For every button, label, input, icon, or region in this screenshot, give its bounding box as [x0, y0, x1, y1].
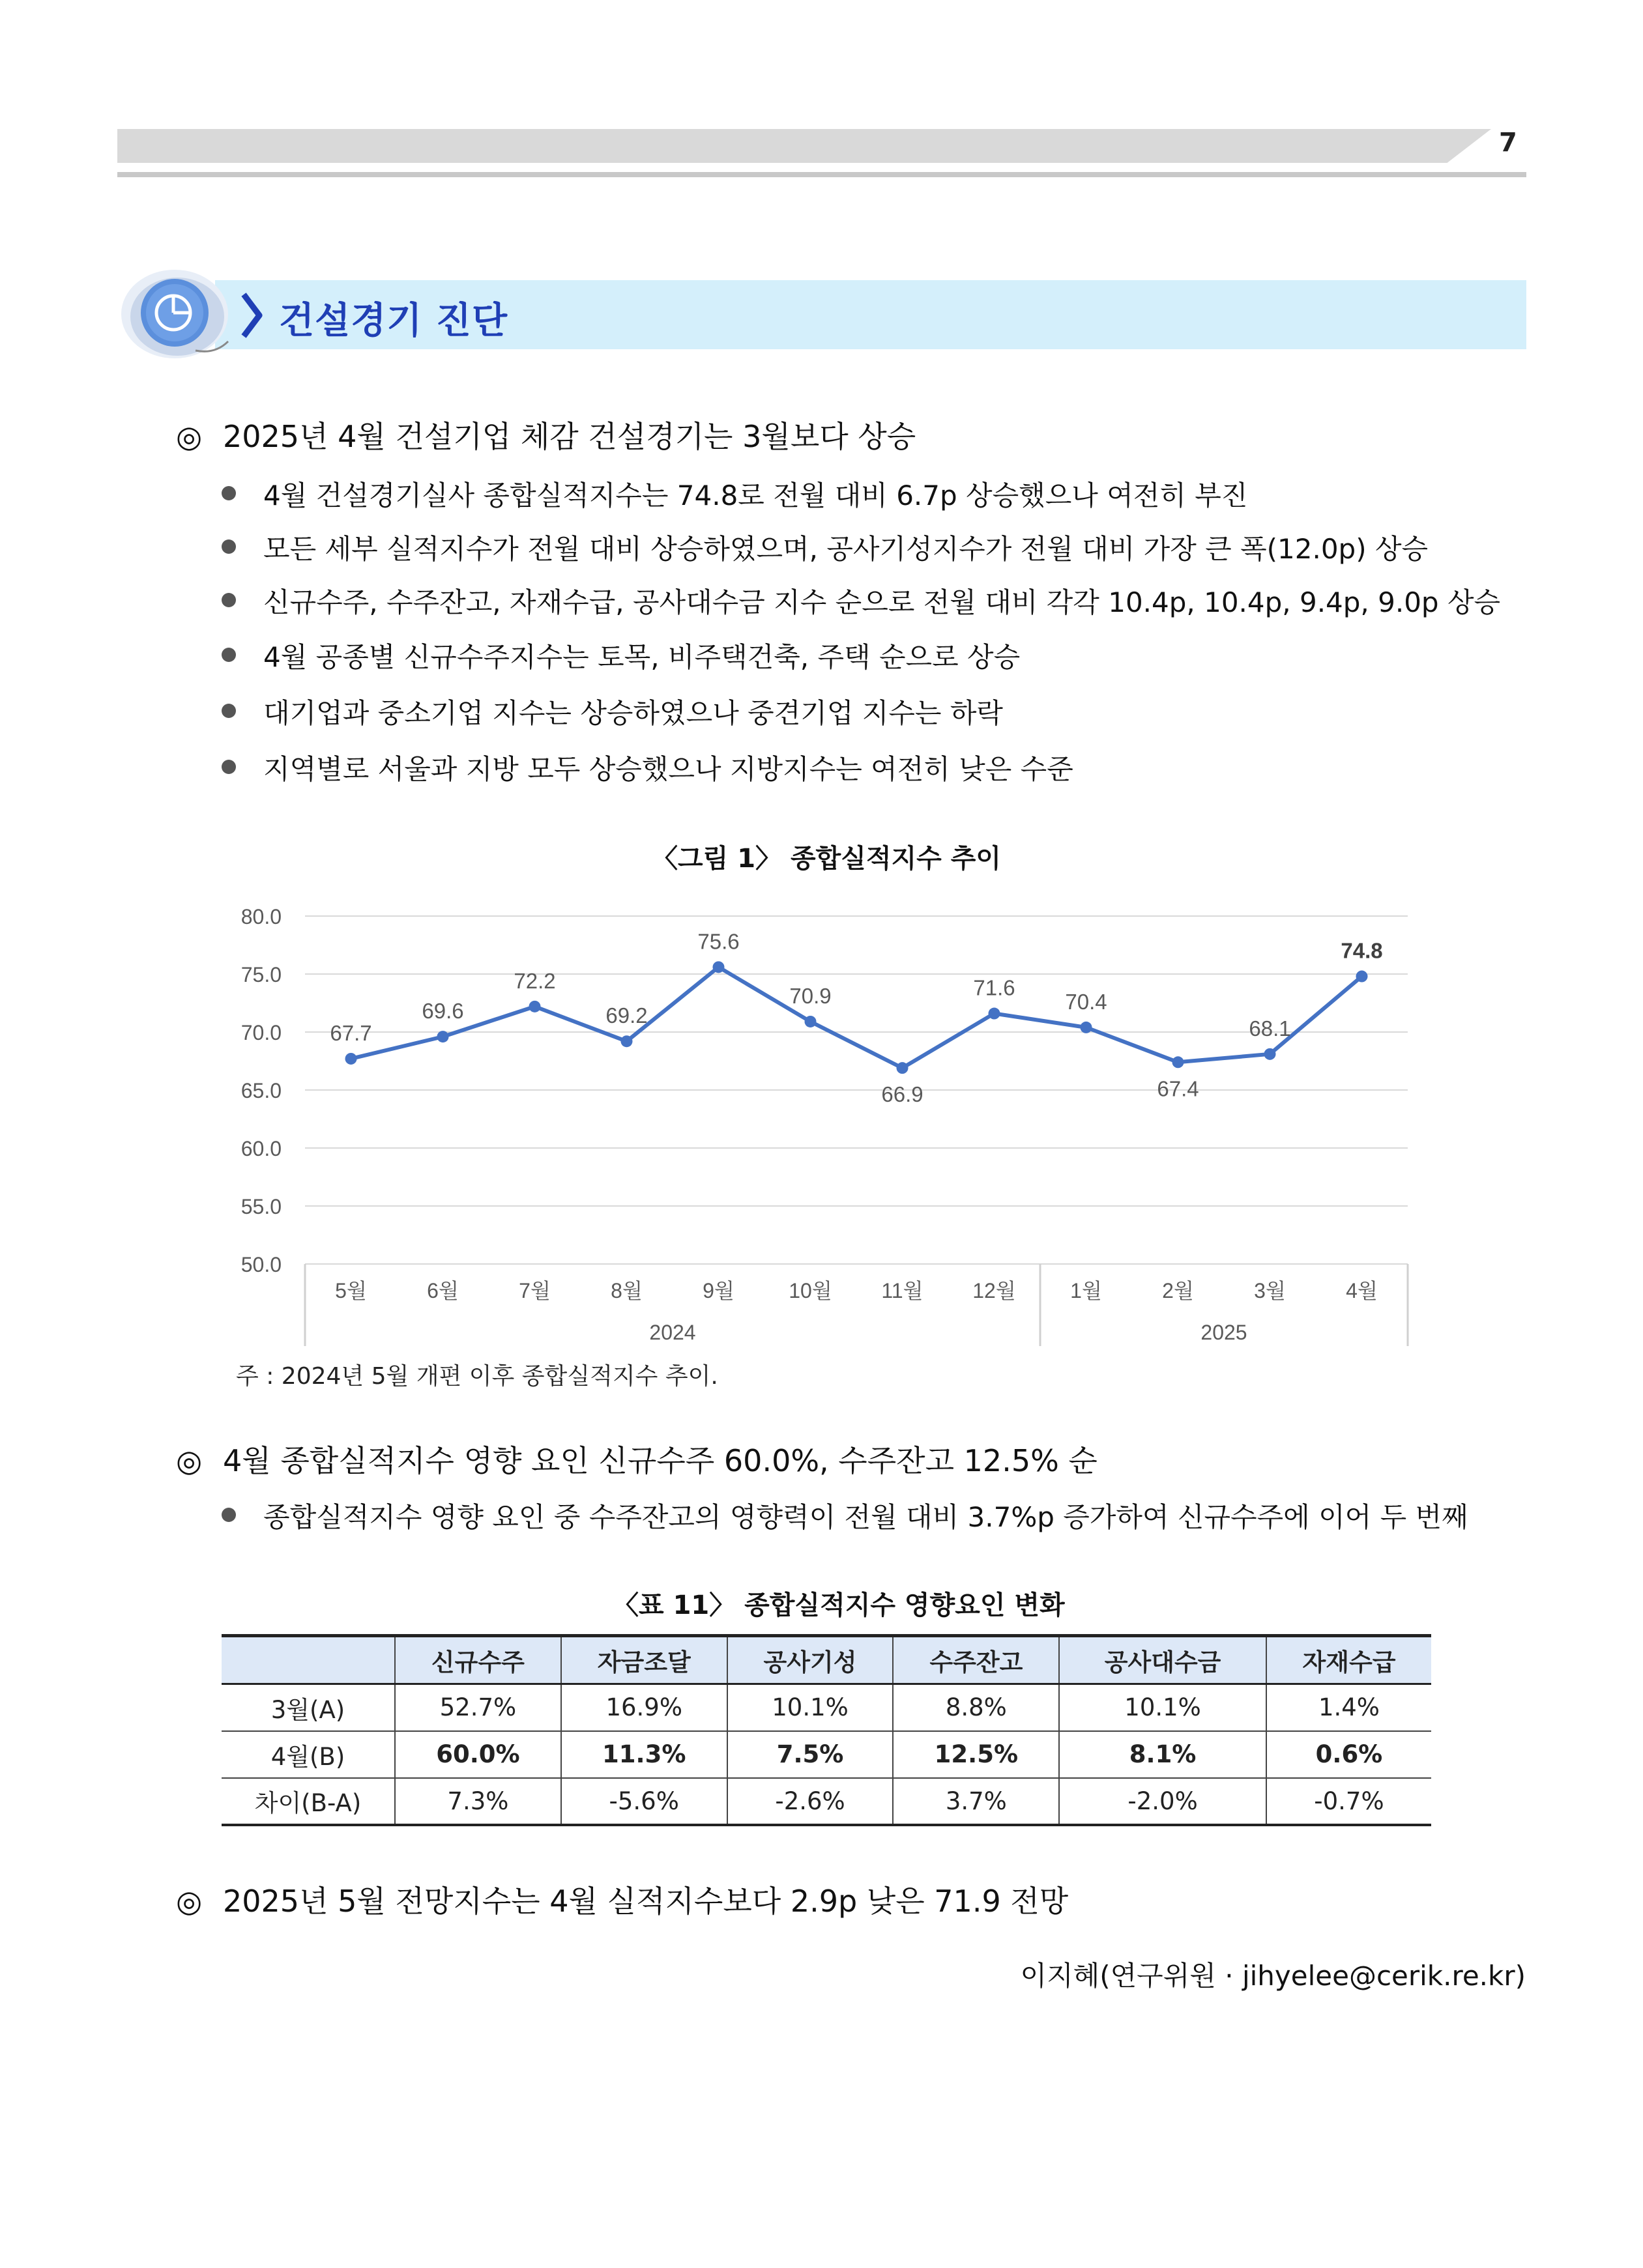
table-cell: 16.9%: [561, 1684, 727, 1731]
data-point: [805, 1016, 817, 1027]
data-point: [1081, 1022, 1092, 1033]
data-point: [621, 1035, 633, 1047]
row-label: 차이(B-A): [222, 1778, 395, 1825]
y-tick-label: 75.0: [240, 963, 282, 986]
pie-chart-icon: [117, 263, 235, 361]
y-tick-label: 60.0: [240, 1137, 282, 1160]
double-circle-icon: ◎: [176, 1443, 203, 1478]
x-tick-label: 7월: [519, 1279, 551, 1302]
x-tick-label: 5월: [335, 1279, 367, 1302]
year-group-label: 2024: [649, 1321, 696, 1344]
data-label: 67.7: [330, 1020, 372, 1045]
table-cell: 8.8%: [893, 1684, 1059, 1731]
data-point: [989, 1008, 1000, 1020]
x-tick-label: 9월: [703, 1279, 734, 1302]
data-point: [437, 1031, 449, 1042]
table-cell: 11.3%: [561, 1731, 727, 1778]
table-header-cell: 수주잔고: [893, 1636, 1059, 1684]
x-tick-label: 11월: [881, 1279, 923, 1302]
heading-3: ◎ 2025년 5월 전망지수는 4월 실적지수보다 2.9p 낮은 71.9 전망: [176, 1884, 1069, 1919]
x-tick-label: 3월: [1254, 1279, 1286, 1302]
data-label: 69.2: [605, 1003, 648, 1028]
row-label: 3월(A): [222, 1684, 395, 1731]
data-label: 75.6: [697, 929, 740, 954]
series-line: [351, 967, 1362, 1068]
data-label: 71.6: [973, 975, 1015, 1000]
y-tick-label: 55.0: [240, 1195, 282, 1218]
row-label: 4월(B): [222, 1731, 395, 1778]
x-tick-label: 2월: [1162, 1279, 1194, 1302]
header-rule: [117, 172, 1526, 177]
table-cell: 0.6%: [1266, 1731, 1431, 1778]
data-point: [713, 961, 725, 973]
table-caption: 〈표 11〉 종합실적지수 영향요인 변화: [613, 1590, 1065, 1620]
influence-factor-table: [222, 1634, 1431, 1826]
year-group-label: 2025: [1200, 1321, 1247, 1344]
table-header-cell: [222, 1636, 395, 1684]
x-tick-label: 12월: [972, 1279, 1016, 1302]
data-label: 70.4: [1065, 989, 1107, 1014]
bullet-dot-icon: [222, 1508, 236, 1522]
heading-2: ◎ 4월 종합실적지수 영향 요인 신규수주 60.0%, 수주잔고 12.5% 순: [176, 1443, 1098, 1478]
y-tick-label: 65.0: [240, 1079, 282, 1102]
table-cell: 52.7%: [395, 1684, 561, 1731]
table-cell: 1.4%: [1266, 1684, 1431, 1731]
table-cell: -5.6%: [561, 1778, 727, 1825]
figure-caption: 〈그림 1〉 종합실적지수 추이: [652, 844, 1002, 874]
section-title: 건설경기 진단: [279, 300, 508, 342]
table-cell: 7.5%: [727, 1731, 894, 1778]
table-header-cell: 공사대수금: [1059, 1636, 1266, 1684]
bullet-dot-icon: [222, 648, 236, 662]
x-tick-label: 6월: [427, 1279, 459, 1302]
data-label: 67.4: [1157, 1076, 1199, 1101]
page-number: 7: [1499, 128, 1517, 158]
x-tick-label: 10월: [789, 1279, 832, 1302]
table-cell: 12.5%: [893, 1731, 1059, 1778]
table-cell: -2.6%: [727, 1778, 894, 1825]
table-cell: 10.1%: [727, 1684, 894, 1731]
figure-note: 주 : 2024년 5월 개편 이후 종합실적지수 추이.: [236, 1363, 718, 1390]
table-cell: 10.1%: [1059, 1684, 1266, 1731]
table-cell: -2.0%: [1059, 1778, 1266, 1825]
y-tick-label: 80.0: [240, 905, 282, 928]
double-circle-icon: ◎: [176, 419, 203, 454]
table-row: [222, 1684, 1431, 1731]
line-chart: [222, 890, 1414, 1346]
data-point: [1356, 971, 1368, 983]
double-circle-icon: ◎: [176, 1884, 203, 1919]
table-cell: -0.7%: [1266, 1778, 1431, 1825]
author-credit: 이지혜(연구위원 · jihyelee@cerik.re.kr): [1020, 1960, 1526, 1992]
table-cell: 60.0%: [395, 1731, 561, 1778]
bullet-dot-icon: [222, 760, 236, 774]
data-point: [345, 1053, 357, 1065]
table-cell: 8.1%: [1059, 1731, 1266, 1778]
data-point: [529, 1001, 541, 1012]
table-header-cell: 신규수주: [395, 1636, 561, 1684]
y-tick-label: 50.0: [240, 1253, 282, 1276]
data-label: 66.9: [881, 1082, 923, 1107]
table-header-cell: 자재수급: [1266, 1636, 1431, 1684]
x-tick-label: 1월: [1070, 1279, 1102, 1302]
table-header-cell: 공사기성: [727, 1636, 894, 1684]
data-point: [1172, 1056, 1184, 1068]
bullet-dot-icon: [222, 593, 236, 607]
data-label: 68.1: [1249, 1016, 1291, 1041]
data-point: [897, 1062, 909, 1074]
table-row: [222, 1731, 1431, 1778]
x-tick-label: 8월: [611, 1279, 643, 1302]
x-tick-label: 4월: [1346, 1279, 1378, 1302]
bullet-dot-icon: [222, 704, 236, 718]
bullet-dot-icon: [222, 486, 236, 500]
table-row: [222, 1778, 1431, 1825]
header-bar: [117, 129, 1491, 163]
data-label: 72.2: [514, 968, 556, 993]
data-label: 70.9: [789, 983, 832, 1008]
data-point: [1264, 1048, 1276, 1060]
data-label: 69.6: [422, 999, 464, 1024]
y-tick-label: 70.0: [240, 1021, 282, 1044]
heading-1: ◎ 2025년 4월 건설기업 체감 건설경기는 3월보다 상승: [176, 419, 916, 454]
chevron-right-icon: [240, 292, 266, 339]
bullet-dot-icon: [222, 539, 236, 554]
data-label: 74.8: [1341, 938, 1383, 963]
table-header-row: [222, 1636, 1431, 1684]
table-header-cell: 자금조달: [561, 1636, 727, 1684]
table-cell: 7.3%: [395, 1778, 561, 1825]
table-cell: 3.7%: [893, 1778, 1059, 1825]
